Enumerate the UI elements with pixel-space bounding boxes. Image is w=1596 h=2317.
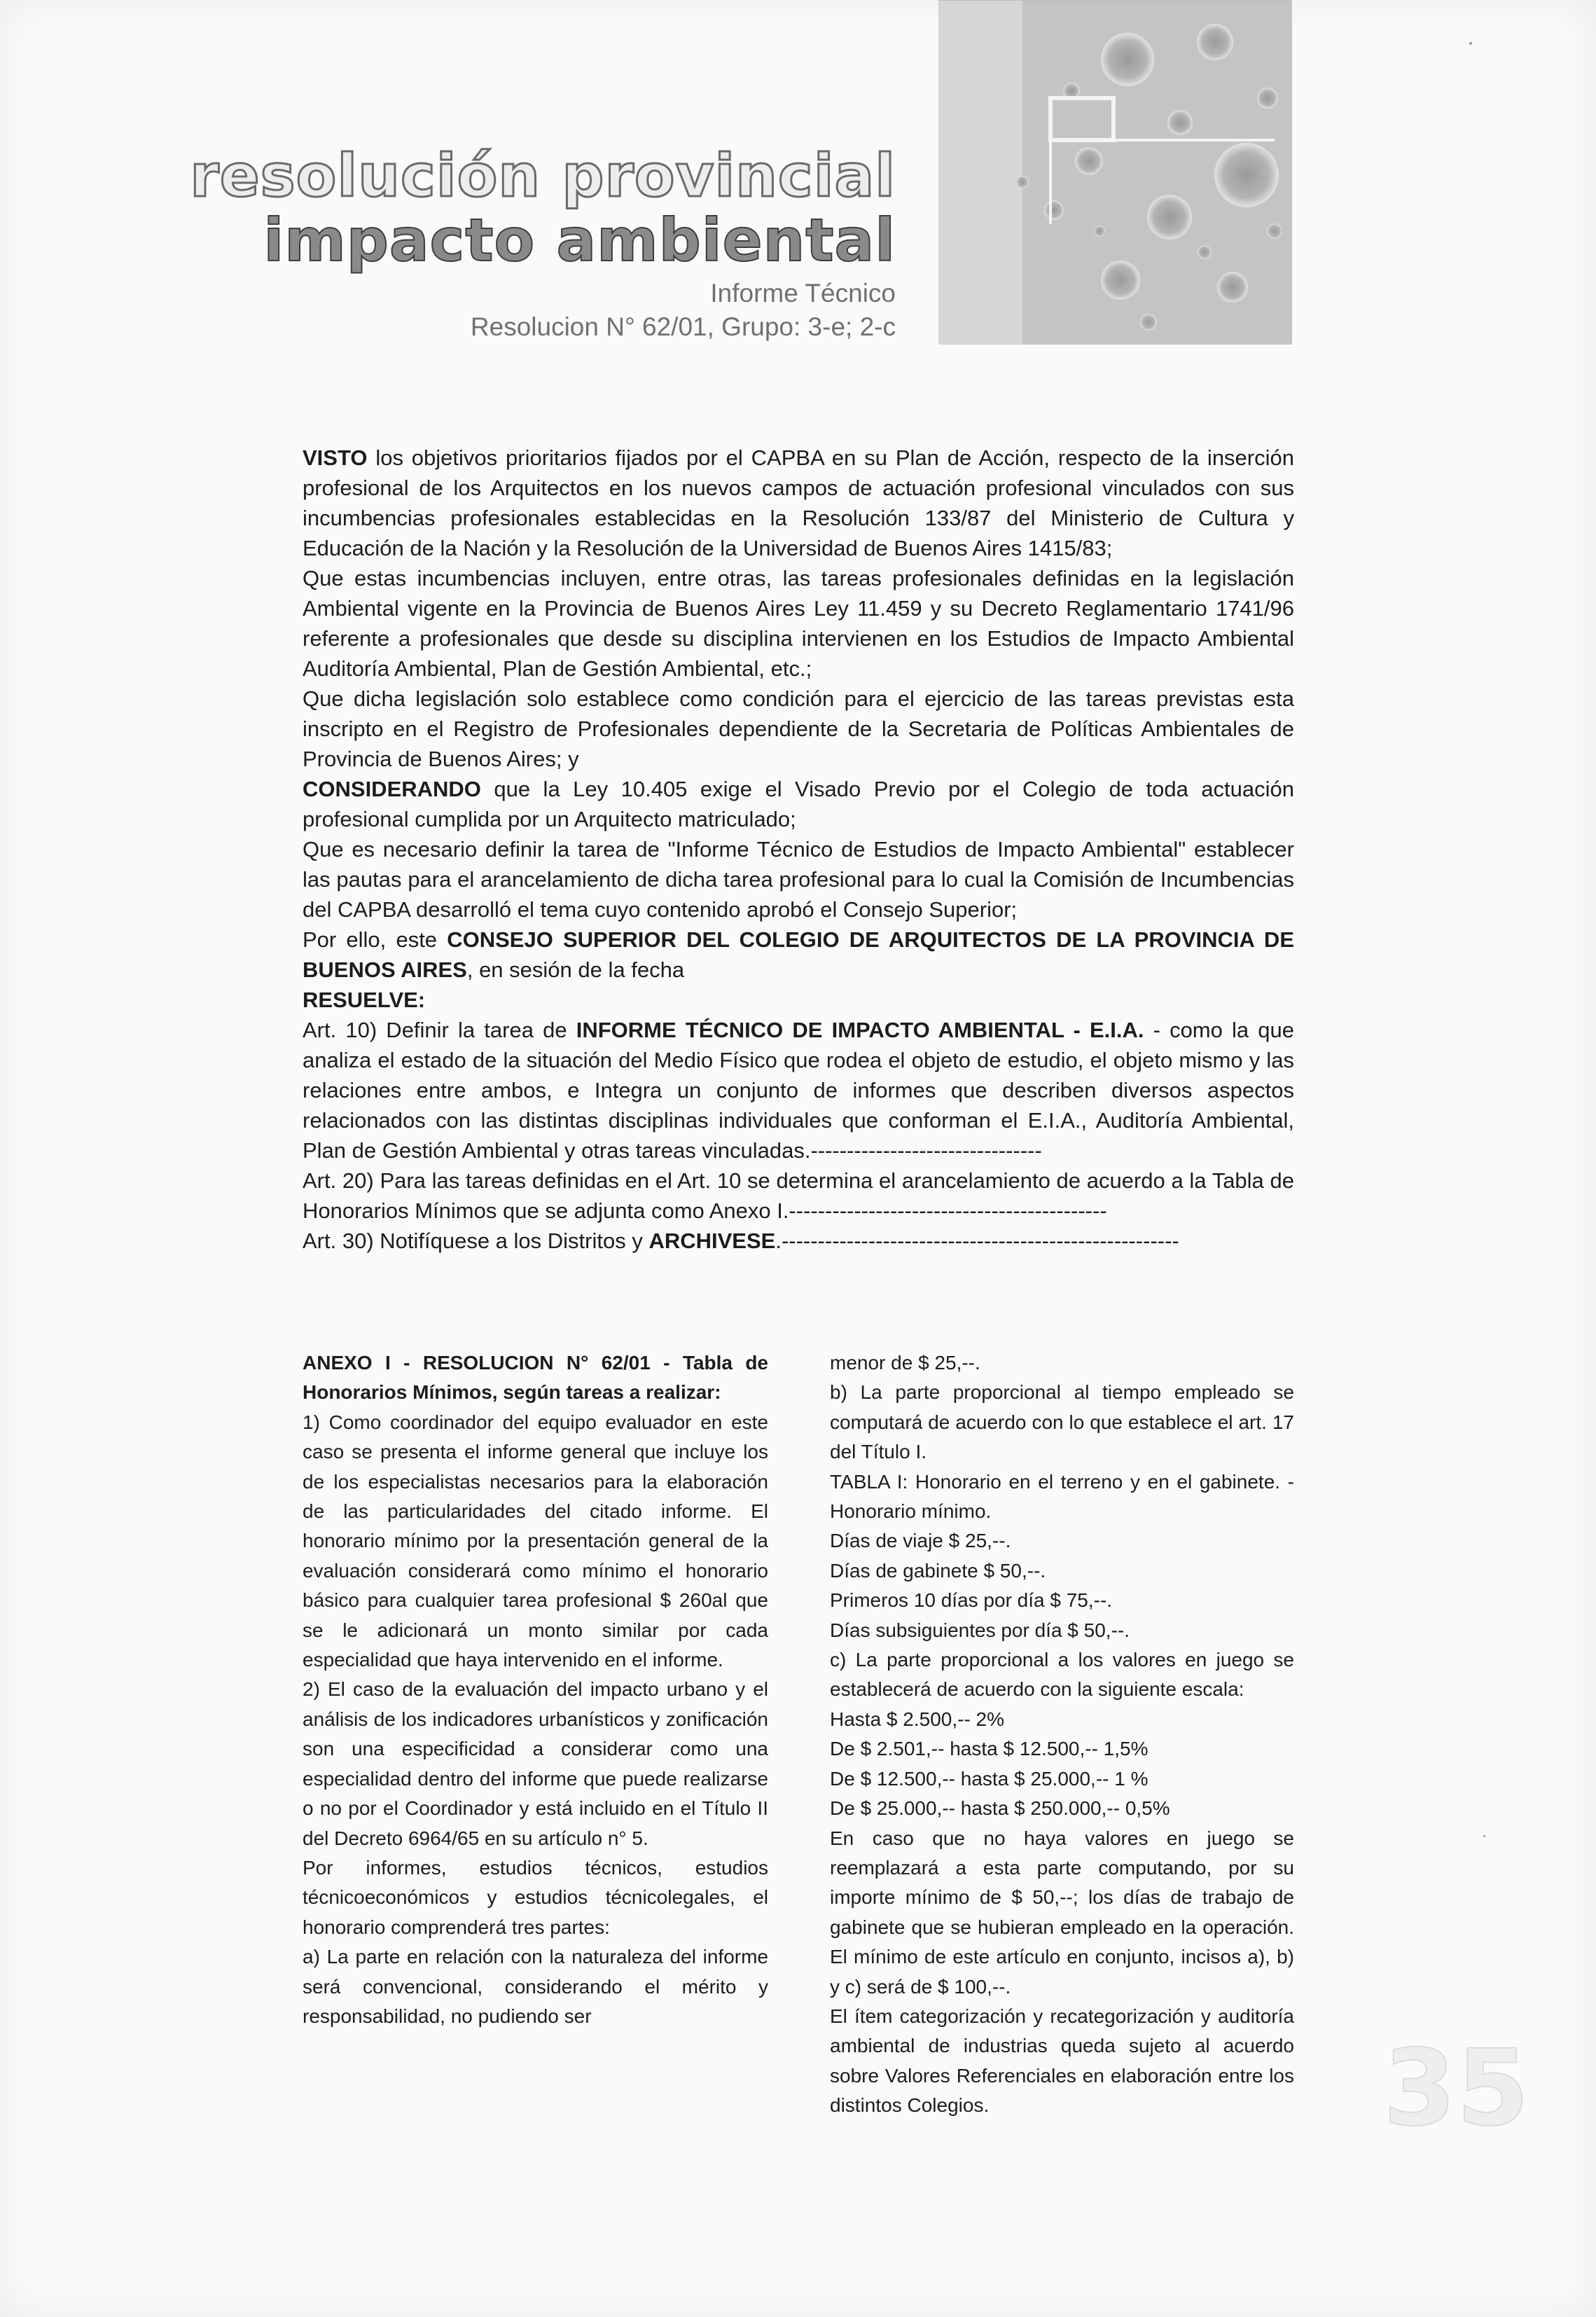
considerando-paragraph xyxy=(303,774,1294,834)
visto-text: los objetivos prioritarios fijados por el CAPBA en su Plan de Acción, respecto de la inserción profesional de los Arquitectos en los nuevos campos de actuación profesional vinculados con sus incumbencias profesionales establecidas en la Resolución 133/87 del Ministerio de Cultura y Educación de la Nación y la Resolución de la Universidad de Buenos Aires 1415/83; xyxy=(303,445,1294,560)
visto-label: VISTO xyxy=(303,445,368,470)
tabla-1: TABLA I: Honorario en el terreno y en el gabinete. - Honorario mínimo. xyxy=(830,1470,1294,1523)
moon-crater-photo xyxy=(938,0,1292,345)
annex-part-a: a) La parte en relación con la naturaleza del informe será convencional, considerando el mérito y responsabilidad, no pudiendo ser xyxy=(303,1946,768,2027)
resolution-reference: Resolucion N° 62/01, Grupo: 3-e; 2-c xyxy=(470,312,896,341)
scale-line: De $ 25.000,-- hasta $ 250.000,-- 0,5% xyxy=(830,1797,1170,1820)
considerando-text: que la Ley 10.405 exige el Visado Previo por el Colegio de toda actuación profesional cumplida por un Arquitecto matriculado; xyxy=(303,777,1294,831)
scan-speck xyxy=(1469,42,1472,45)
por-ello-end: , en sesión de la fecha xyxy=(466,957,685,982)
title-line-1: resolución provincial xyxy=(190,141,896,210)
annex-part-c: c) La parte proporcional a los valores en juego se establecerá de acuerdo con la siguiente escala: xyxy=(830,1649,1294,1701)
scale-line: De $ 12.500,-- hasta $ 25.000,-- 1 % xyxy=(830,1767,1149,1790)
por-ello-intro: Por ello, este xyxy=(303,927,447,952)
annex-informes: Por informes, estudios técnicos, estudios técnicoeconómicos y estudios técnicolegales, el honorario comprenderá tres partes: xyxy=(303,1856,768,1938)
resolution-body xyxy=(303,443,1294,1256)
subtitle: Informe Técnico xyxy=(710,279,896,307)
article-1-text: - como la que analiza el estado de la situación del Medio Físico que rodea el objeto de estudio, el objeto mismo y las relaciones entre ambos, e Integra un conjunto de informes que describen diversos aspectos relacionados con las distintas disciplinas individuales que conforman el E.I.A., Auditoría Ambiental, Plan de Gestión Ambiental y otras tareas vinculadas.-------------------------------- xyxy=(303,1018,1294,1163)
article-3-intro: Art. 30) Notifíquese a los Distritos y xyxy=(303,1229,649,1253)
article-1-intro: Art. 10) Definir la tarea de xyxy=(303,1018,576,1042)
por-ello-paragraph xyxy=(303,925,1294,985)
fee-line: Primeros 10 días por día $ 75,--. xyxy=(830,1589,1113,1612)
considerando-label: CONSIDERANDO xyxy=(303,777,481,801)
visto-paragraph xyxy=(303,443,1294,563)
annex-left-column xyxy=(303,1348,768,2031)
fee-line: Días de gabinete $ 50,--. xyxy=(830,1559,1046,1582)
annex-part-b: b) La parte proporcional al tiempo empleado se computará de acuerdo con lo que establece el art. 17 del Título I. xyxy=(830,1381,1294,1463)
scale-line: Hasta $ 2.500,-- 2% xyxy=(830,1708,1005,1730)
annex-part-a-end: menor de $ 25,--. xyxy=(830,1352,980,1374)
scale-line: De $ 2.501,-- hasta $ 12.500,-- 1,5% xyxy=(830,1738,1149,1760)
page-number: 35 xyxy=(1383,2028,1529,2150)
annex-right-column xyxy=(830,1348,1294,2121)
annex-categorization: El ítem categorización y recategorización y auditoría ambiental de industrias queda sujeto al acuerdo sobre Valores Referenciales en elaboración entre los distintos Colegios. xyxy=(830,2005,1294,2117)
annex-item-2: 2) El caso de la evaluación del impacto urbano y el análisis de los indicadores urbanísticos y zonificación son una especificidad a considerar como una especialidad dentro del informe que puede realizarse o no por el Coordinador y está incluido en el Título II del Decreto 6964/65 en su artículo n° 5. xyxy=(303,1678,768,1849)
article-3-archivese: ARCHIVESE xyxy=(648,1229,776,1253)
title-line-2: impacto ambiental xyxy=(263,206,896,275)
paragraph-legislacion: Que dicha legislación solo establece como condición para el ejercicio de las tareas previstas esta inscripto en el Registro de Profesionales dependiente de la Secretaria de Políticas Ambientales de Provincia de Buenos Aires; y xyxy=(303,686,1294,771)
paragraph-incumbencias: Que estas incumbencias incluyen, entre otras, las tareas profesionales definidas en la legislación Ambiental vigente en la Provincia de Buenos Aires Ley 11.459 y su Decreto Reglamentario 1741/96 referente a profesionales que desde su disciplina intervienen en los Estudios de Impacto Ambiental Auditoría Ambiental, Plan de Gestión Ambiental, etc.; xyxy=(303,566,1294,681)
title-block xyxy=(190,141,896,344)
article-1 xyxy=(303,1015,1294,1166)
annex-no-values: En caso que no haya valores en juego se reemplazará a esta parte computando, por su importe mínimo de $ 50,--; los días de trabajo de gabinete que se hubieran empleado en la operación. El mínimo de este artículo en conjunto, incisos a), b) y c) será de $ 100,--. xyxy=(830,1827,1294,1998)
annex-item-1: 1) Como coordinador del equipo evaluador en este caso se presenta el informe general que incluye los de los especialistas necesarios para la elaboración de las particularidades del citado informe. El honorario mínimo por la presentación general de la evaluación considerará como mínimo el honorario básico para cualquier tarea profesional $ 260al que se le adicionará un monto similar por cada especialidad que haya intervenido en el informe. xyxy=(303,1411,768,1671)
consejo-superior: CONSEJO SUPERIOR DEL COLEGIO DE ARQUITECTOS DE LA PROVINCIA DE BUENOS AIRES xyxy=(303,927,1294,982)
resuelve-label: RESUELVE: xyxy=(303,988,426,1012)
scan-speck xyxy=(1483,1835,1485,1837)
article-1-task: INFORME TÉCNICO DE IMPACTO AMBIENTAL - E.I.A. xyxy=(576,1018,1144,1042)
article-2: Art. 20) Para las tareas definidas en el Art. 10 se determina el arancelamiento de acuerdo a la Tabla de Honorarios Mínimos que se adjunta como Anexo I.-------------------------------------------- xyxy=(303,1168,1294,1223)
annex-title: ANEXO I - RESOLUCION N° 62/01 - Tabla de Honorarios Mínimos, según tareas a realizar: xyxy=(303,1352,768,1404)
fee-line: Días de viaje $ 25,--. xyxy=(830,1530,1011,1552)
paragraph-necesario: Que es necesario definir la tarea de "Informe Técnico de Estudios de Impacto Ambiental" establecer las pautas para el arancelamiento de dicha tarea profesional para lo cual la Comisión de Incumbencias del CAPBA desarrolló el tema cuyo contenido aprobó el Consejo Superior; xyxy=(303,837,1294,922)
fee-line: Días subsiguientes por día $ 50,--. xyxy=(830,1619,1130,1641)
article-3-end: .------------------------------------------------------- xyxy=(775,1229,1179,1253)
article-3 xyxy=(303,1226,1294,1256)
